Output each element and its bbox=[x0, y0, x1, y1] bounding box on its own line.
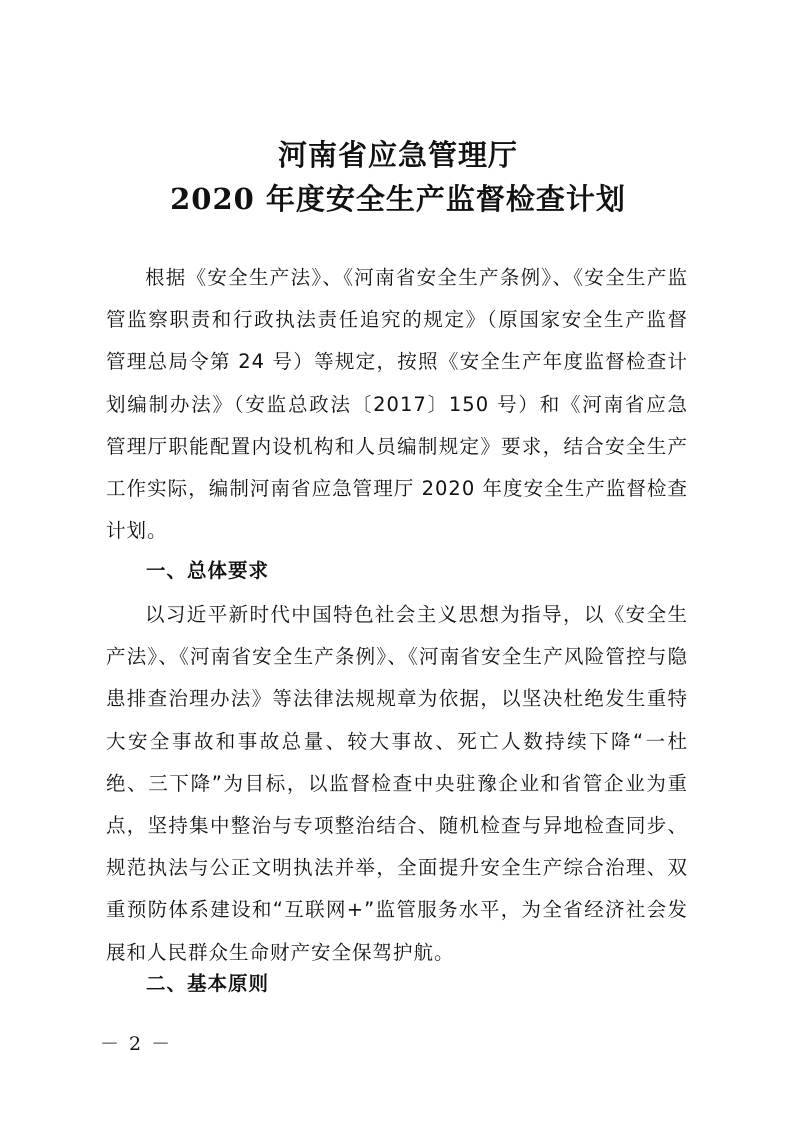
section-heading-general-requirements: 一、总体要求 bbox=[146, 559, 270, 582]
document-title-line2: 2020 年度安全生产监督检查计划 bbox=[170, 182, 626, 216]
page-number: － 2 － bbox=[100, 1033, 173, 1055]
intro-paragraph: 根据《安全生产法》、《河南省安全生产条例》、《安全生产监管监察职责和行政执法责任追究的规定》（原国家安全生产监督管理总局令第 24 号）等规定，按照《安全生产年度监督检查计划编制办法》（安监总政法〔2017〕150 号）和《河南省应急管理厅职能配置内设机构和人员编制规定》要求，结合安全生产工作实际，编制河南省应急管理厅 2020 年度安全生产监督检查计划。 bbox=[106, 266, 688, 543]
general-requirements-paragraph: 以习近平新时代中国特色社会主义思想为指导，以《安全生产法》、《河南省安全生产条例》、《河南省安全生产风险管控与隐患排查治理办法》等法律法规规章为依据，以坚决杜绝发生重特大安全事故和事故总量、较大事故、死亡人数持续下降“一杜绝、三下降”为目标，以监督检查中央驻豫企业和省管企业为重点，坚持集中整治与专项整治结合、随机检查与异地检查同步、规范执法与公正文明执法并举，全面提升安全生产综合治理、双重预防体系建设和“互联网+”监管服务水平，为全省经济社会发展和人民群众生命财产安全保驾护航。 bbox=[106, 603, 688, 964]
section-heading-basic-principles: 二、基本原则 bbox=[146, 972, 270, 995]
document-title-line1: 河南省应急管理厅 bbox=[277, 138, 518, 172]
